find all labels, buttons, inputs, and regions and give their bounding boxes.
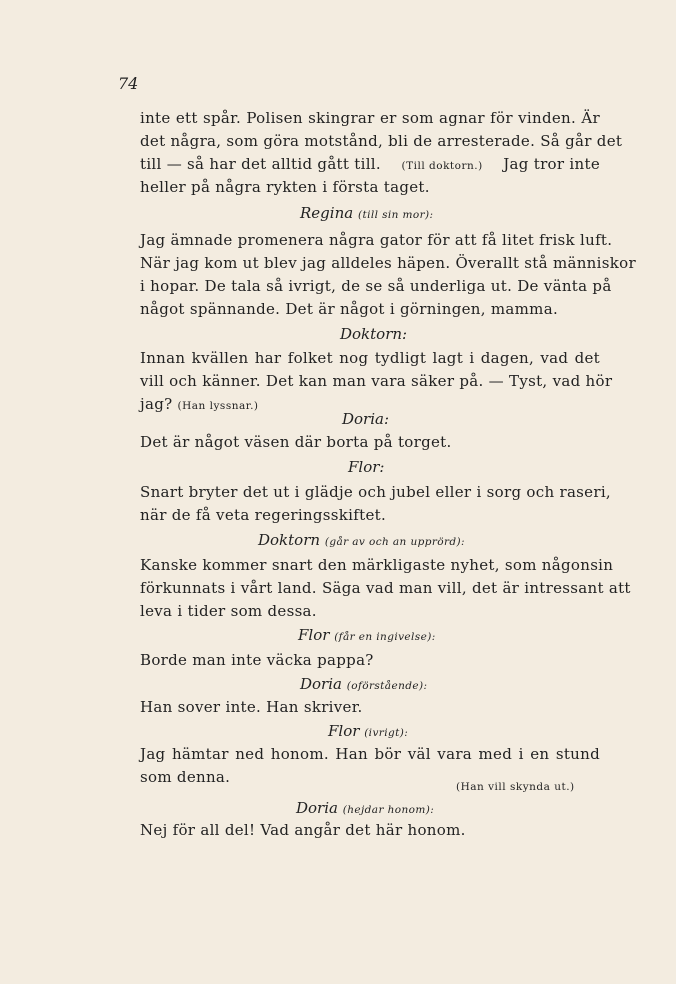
line-text: jag? <box>140 395 173 413</box>
text-line: heller på några rykten i första taget. <box>140 178 430 196</box>
speaker-heading <box>328 721 408 743</box>
speaker-heading <box>300 674 427 696</box>
text-line: förkunnats i vårt land. Säga vad man vill, det är intressant att <box>140 579 631 597</box>
speaker-name: Doria: <box>342 410 390 428</box>
speaker-direction: (går av och an upprörd): <box>324 536 465 548</box>
speaker-name: Doktorn: <box>340 325 408 343</box>
text-line: inte ett spår. Polisen skingrar er som agnar för vinden. Är <box>140 109 600 127</box>
stage-direction: (Han lyssnar.) <box>177 400 259 412</box>
text-line: som denna. <box>140 768 231 786</box>
text-line <box>140 154 600 176</box>
stage-direction: (Till doktorn.) <box>401 160 483 172</box>
text-line: i hopar. De tala så ivrigt, de se så underliga ut. De vänta på <box>140 277 612 295</box>
text-line: Innan kvällen har folket nog tydligt lagt i dagen, vad det <box>140 349 600 367</box>
speaker-heading <box>296 798 434 820</box>
stage-direction: (Han vill skynda ut.) <box>456 781 575 793</box>
speaker-heading <box>258 530 465 552</box>
text-line: något spännande. Det är något i görningen, mamma. <box>140 300 559 318</box>
text-line: Nej för all del! Vad angår det här honom. <box>140 821 466 839</box>
speaker-direction: (oförstående): <box>346 680 428 692</box>
speaker-name: Flor: <box>348 458 385 476</box>
text-line: leva i tider som dessa. <box>140 602 317 620</box>
page-number: 74 <box>118 74 139 93</box>
speaker-name: Flor <box>328 722 360 740</box>
text-line: När jag kom ut blev jag alldeles häpen. Överallt stå människor <box>140 254 636 272</box>
speaker-heading <box>300 203 433 225</box>
text-line: Jag hämtar ned honom. Han bör väl vara med i en stund <box>140 745 600 763</box>
speaker-name: Flor <box>298 626 330 644</box>
speaker-name: Regina <box>300 204 354 222</box>
text-line: Kanske kommer snart den märkligaste nyhet, som någonsin <box>140 556 614 574</box>
text-line: Det är något väsen där borta på torget. <box>140 433 452 451</box>
speaker-heading <box>340 324 407 344</box>
speaker-heading <box>348 457 384 477</box>
speaker-name: Doria <box>296 799 338 817</box>
text-line: när de få veta regeringsskiftet. <box>140 506 387 524</box>
speaker-heading <box>342 409 389 429</box>
speaker-heading <box>298 625 436 647</box>
line-text: till — så har det alltid gått till. <box>140 155 381 173</box>
speaker-name: Doria <box>300 675 342 693</box>
speaker-direction: (ivrigt): <box>364 727 409 739</box>
speaker-name: Doktorn <box>258 531 321 549</box>
speaker-direction: (får en ingivelse): <box>334 631 436 643</box>
speaker-direction: (hejdar honom): <box>342 804 435 816</box>
text-line: Borde man inte väcka pappa? <box>140 651 374 669</box>
line-text: Jag tror inte <box>503 155 600 173</box>
text-line: Han sover inte. Han skriver. <box>140 698 363 716</box>
text-line: det några, som göra motstånd, bli de arresterade. Så går det <box>140 132 623 150</box>
text-line: Jag ämnade promenera några gator för att få litet frisk luft. <box>140 231 613 249</box>
text-line: vill och känner. Det kan man vara säker på. — Tyst, vad hör <box>140 372 613 390</box>
speaker-direction: (till sin mor): <box>357 209 434 221</box>
text-line: Snart bryter det ut i glädje och jubel eller i sorg och raseri, <box>140 483 611 501</box>
